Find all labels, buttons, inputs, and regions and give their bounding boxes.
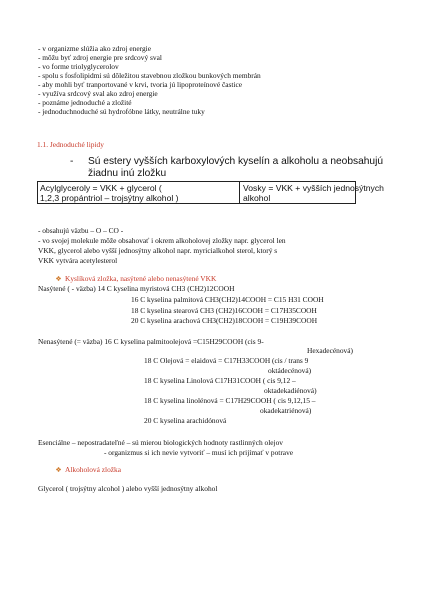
- table-divider: [239, 182, 240, 203]
- unsaturated-intro: Nenasýtené (= väzba) 16 C kyselina palmitoolejová =C15H29COOH (cis 9-: [38, 337, 264, 346]
- unsaturated-line: 18 C kyselina Linolová C17H31COOH ( cis 9,12 –: [144, 376, 296, 385]
- big-bullet-marker: -: [70, 156, 74, 167]
- unsaturated-line-cont: oktádecénová): [268, 366, 312, 375]
- bullet-line: - poznáme jednoduché a zložité: [38, 98, 132, 107]
- section-heading: 1.1. Jednoduché lipidy: [37, 140, 104, 149]
- unsaturated-line: 20 C kyselina arachidónová: [144, 416, 227, 425]
- unsaturated-line: 18 C kyselina linolénová = C17H29COOH ( cis 9,12,15 –: [144, 396, 316, 405]
- saturated-line: 20 C kyselina arachová CH3(CH2)18COOH = C19H39COOH: [131, 316, 318, 325]
- saturated-line: 18 C kyselina stearová CH3 (CH2)16COOH = C17H35COOH: [131, 306, 317, 315]
- table-cell-right-cont: alkohol: [243, 193, 271, 203]
- bullet-line: VKK, glycerol alebo vyšší jednosýtny alkohol napr. myricialkohol sterol, ktorý s: [38, 246, 278, 255]
- bullet-line: - obsahujú väzbu – O – CO -: [38, 226, 124, 235]
- bullet-line: - v organizme slúžia ako zdroj energie: [38, 44, 152, 53]
- essential-line: Esenciálne – nepostradateľné – sú mierou biologických hodnoty rastlinných olejov: [38, 438, 283, 447]
- lipid-table: [37, 181, 384, 204]
- essential-line-cont: - organizmus si ich nevie vytvoriť – musí ich prijímať v potrave: [104, 448, 294, 457]
- unsaturated-line-cont: okadekatriénová): [260, 406, 312, 415]
- bullet-line: - môžu byť zdroj energie pre srdcový sval: [38, 53, 162, 62]
- unsaturated-line-cont: oktadekadiénová): [264, 386, 317, 395]
- saturated-intro: Nasýtené ( - väzba) 14 C kyselina myristová CH3 (CH2)12COOH: [38, 284, 235, 293]
- bullet-line: - vo forme triolyglycerolov: [38, 62, 119, 71]
- unsaturated-line: 18 C Olejová = elaidová = C17H33COOH (cis / trans 9: [144, 356, 309, 365]
- saturated-line: 16 C kyselina palmitová CH3(CH2)14COOH = C15 H31 COOH: [131, 295, 324, 304]
- alcohol-line: Glycerol ( trojsýtny alcohol ) alebo vyšší jednosýtny alkohol: [38, 484, 218, 493]
- unsaturated-intro-cont: Hexadecénová): [307, 346, 353, 355]
- bullet-line: - aby mohli byť tranportované v krvi, tvoria jú lipoproteínové častice: [38, 80, 243, 89]
- table-cell-left: Acylglyceroly = VKK + glycerol (: [40, 183, 162, 193]
- big-bullet-text-cont: žiadnu inú zložku: [88, 168, 167, 179]
- diamond-icon: ❖: [55, 466, 62, 474]
- diamond-icon: ❖: [55, 275, 62, 283]
- sub-heading-alcohol: ❖ Alkoholová zložka: [55, 465, 122, 474]
- bullet-line: - spolu s fosfolipidmi sú dôležitou stavebnou zložkou bunkových membrán: [38, 71, 261, 80]
- big-bullet-text: Sú estery vyšších karboxylových kyselín a alkoholu a neobsahujú: [88, 156, 384, 167]
- bullet-line: VKK vytvára acetylesterol: [38, 256, 118, 265]
- bullet-line: - vo svojej molekule môže obsahovať i okrem alkoholovej zložky napr. glycerol len: [38, 236, 286, 245]
- bullet-line: - využíva srdcový sval ako zdroj energie: [38, 89, 158, 98]
- bullet-line: - jednoduchnoduché sú hydrofóbne látky, neutrálne tuky: [38, 107, 205, 116]
- table-cell-left-cont: 1,2,3 propántriol – trojsýtny alkohol ): [40, 193, 179, 203]
- table-cell-right: Vosky = VKK + vyšších jednosýtnych: [243, 183, 384, 193]
- sub-heading-acid: ❖ Kyslíková zložka, nasýtené alebo nenasýtené VKK: [55, 274, 217, 283]
